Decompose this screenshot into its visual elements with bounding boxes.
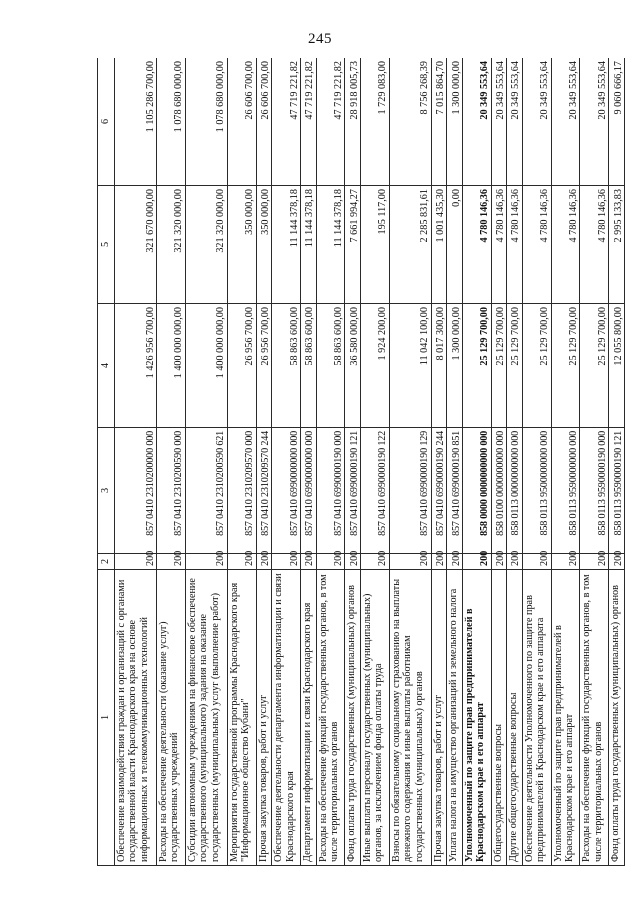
table-row [551,58,580,866]
row-line-code-cell: 200 [447,554,463,570]
row-name-cell: Департамент информатизации и связи Краснодарского края [301,570,317,866]
row-executed-amount-cell: 0,00 [447,186,463,304]
table-row [360,58,389,866]
row-approved-amount-cell: 1 400 000 000,00 [185,304,227,428]
row-line-code-cell: 200 [360,554,389,570]
row-remaining-amount-cell: 20 349 553,64 [580,58,609,186]
row-remaining-amount-cell: 1 300 000,00 [447,58,463,186]
row-executed-amount-cell: 321 320 000,00 [185,186,227,304]
row-remaining-amount-cell: 47 719 221,82 [272,58,301,186]
row-approved-amount-cell: 25 129 700,00 [522,304,551,428]
row-budget-code-cell: 857 0410 2310209570 244 [256,428,272,554]
row-budget-code-cell: 858 0113 9500000000 000 [522,428,551,554]
row-line-code-cell: 200 [609,554,625,570]
row-name-cell: Обеспечение деятельности департамента информатизации и связи Краснодарского края [272,570,301,866]
row-executed-amount-cell: 195 117,00 [360,186,389,304]
row-budget-code-cell: 857 0410 2310200590 000 [157,428,186,554]
row-name-cell: Взносы по обязательному социальному страхованию на выплаты денежного содержания и иные выплаты работникам государственных (муниципальных) органов [389,570,431,866]
row-approved-amount-cell: 25 129 700,00 [462,304,491,428]
table-row [272,58,301,866]
row-line-code-cell: 200 [227,554,256,570]
row-executed-amount-cell: 11 144 378,18 [272,186,301,304]
row-remaining-amount-cell: 1 078 680 000,00 [157,58,186,186]
row-executed-amount-cell: 4 780 146,36 [462,186,491,304]
row-remaining-amount-cell: 20 349 553,64 [491,58,507,186]
row-budget-code-cell: 857 0410 6990000190 129 [389,428,431,554]
row-name-cell: Уполномоченный по защите прав предпринимателей в Краснодарском крае и его аппарат [551,570,580,866]
row-approved-amount-cell: 58 863 600,00 [316,304,345,428]
row-budget-code-cell: 858 0000 0000000000 000 [462,428,491,554]
row-executed-amount-cell: 11 144 378,18 [301,186,317,304]
row-approved-amount-cell: 58 863 600,00 [272,304,301,428]
row-line-code-cell: 200 [301,554,317,570]
row-remaining-amount-cell: 47 719 221,82 [316,58,345,186]
row-approved-amount-cell: 26 956 700,00 [256,304,272,428]
table-row [522,58,551,866]
row-budget-code-cell: 857 0410 6990000190 851 [447,428,463,554]
row-approved-amount-cell: 12 055 800,00 [609,304,625,428]
row-name-cell: Субсидии автономным учреждениям на финансовое обеспечение государственного (муниципального) задания на оказание государственных (муниципальных) услуг (выполнение работ) [185,570,227,866]
row-remaining-amount-cell: 20 349 553,64 [507,58,523,186]
row-remaining-amount-cell: 20 349 553,64 [522,58,551,186]
table-row [301,58,317,866]
row-name-cell: Другие общегосударственные вопросы [507,570,523,866]
row-name-cell: Расходы на обеспечение функций государственных органов, в том числе территориальных органов [580,570,609,866]
row-line-code-cell: 200 [316,554,345,570]
row-executed-amount-cell: 2 285 831,61 [389,186,431,304]
row-budget-code-cell: 858 0113 9590000190 000 [580,428,609,554]
table-row [507,58,523,866]
row-budget-code-cell: 857 0410 6990000190 244 [431,428,447,554]
table-row [227,58,256,866]
row-name-cell: Фонд оплаты труда государственных (муниципальных) органов [345,570,361,866]
row-approved-amount-cell: 25 129 700,00 [491,304,507,428]
table-row [447,58,463,866]
row-line-code-cell: 200 [491,554,507,570]
row-executed-amount-cell: 4 780 146,36 [491,186,507,304]
table-row [115,58,157,866]
column-header-4: 4 [98,304,115,428]
row-name-cell: Иные выплаты персоналу государственных (муниципальных) органов, за исключением фонда оплаты труда [360,570,389,866]
table-header-row [98,58,115,866]
page-number: 245 [308,31,332,47]
row-line-code-cell: 200 [256,554,272,570]
row-remaining-amount-cell: 7 015 864,70 [431,58,447,186]
row-executed-amount-cell: 11 144 378,18 [316,186,345,304]
row-name-cell: Прочая закупка товаров, работ и услуг [256,570,272,866]
row-line-code-cell: 200 [522,554,551,570]
table-row [256,58,272,866]
row-name-cell: Расходы на обеспечение деятельности (оказание услуг) государственных учреждений [157,570,186,866]
row-remaining-amount-cell: 1 078 680 000,00 [185,58,227,186]
column-header-2: 2 [98,554,115,570]
row-executed-amount-cell: 2 995 133,83 [609,186,625,304]
table-row [609,58,625,866]
row-approved-amount-cell: 8 017 300,00 [431,304,447,428]
row-remaining-amount-cell: 8 756 268,39 [389,58,431,186]
row-line-code-cell: 200 [185,554,227,570]
row-approved-amount-cell: 1 300 000,00 [447,304,463,428]
row-line-code-cell: 200 [431,554,447,570]
row-line-code-cell: 200 [462,554,491,570]
row-name-cell: Фонд оплаты труда государственных (муниципальных) органов [609,570,625,866]
row-name-cell: Уплата налога на имущество организаций и земельного налога [447,570,463,866]
row-budget-code-cell: 857 0410 6990000000 000 [272,428,301,554]
table-row [389,58,431,866]
row-approved-amount-cell: 25 129 700,00 [507,304,523,428]
row-remaining-amount-cell: 47 719 221,82 [301,58,317,186]
row-executed-amount-cell: 321 320 000,00 [157,186,186,304]
row-name-cell: Общегосударственные вопросы [491,570,507,866]
table-row [462,58,491,866]
table-row [345,58,361,866]
row-budget-code-cell: 858 0100 0000000000 000 [491,428,507,554]
column-header-1: 1 [98,570,115,866]
row-line-code-cell: 200 [272,554,301,570]
table-row [316,58,345,866]
row-remaining-amount-cell: 1 729 083,00 [360,58,389,186]
row-executed-amount-cell: 350 000,00 [256,186,272,304]
row-name-cell: Обеспечение деятельности Уполномоченного по защите прав предпринимателей в Краснодарском крае и его аппарата [522,570,551,866]
row-approved-amount-cell: 1 426 956 700,00 [115,304,157,428]
row-name-cell: Уполномоченный по защите прав предпринимателей в Краснодарском крае и его аппарат [462,570,491,866]
row-budget-code-cell: 858 0113 9590000000 000 [551,428,580,554]
row-approved-amount-cell: 1 400 000 000,00 [157,304,186,428]
row-executed-amount-cell: 4 780 146,36 [551,186,580,304]
table-row [580,58,609,866]
row-executed-amount-cell: 4 780 146,36 [580,186,609,304]
column-header-3: 3 [98,428,115,554]
row-name-cell: Мероприятия государственной программы Краснодарского края "Информационное общество Кубани" [227,570,256,866]
row-approved-amount-cell: 11 042 100,00 [389,304,431,428]
row-approved-amount-cell: 36 580 000,00 [345,304,361,428]
rotated-table-wrapper [97,58,625,866]
row-budget-code-cell: 858 0113 0000000000 000 [507,428,523,554]
row-approved-amount-cell: 25 129 700,00 [551,304,580,428]
row-executed-amount-cell: 4 780 146,36 [522,186,551,304]
row-budget-code-cell: 857 0410 6990000000 000 [301,428,317,554]
row-remaining-amount-cell: 20 349 553,64 [462,58,491,186]
row-budget-code-cell: 857 0410 2310209570 000 [227,428,256,554]
row-budget-code-cell: 857 0410 6990000190 122 [360,428,389,554]
row-line-code-cell: 200 [580,554,609,570]
row-budget-code-cell: 857 0410 6990000190 121 [345,428,361,554]
row-line-code-cell: 200 [115,554,157,570]
rotated-page-area [97,58,625,866]
table-row [431,58,447,866]
row-name-cell: Обеспечение взаимодействия граждан и организаций с органами государственной власти Краснодарского края на основе информационных и телекоммуникационных технологий [115,570,157,866]
row-approved-amount-cell: 58 863 600,00 [301,304,317,428]
row-approved-amount-cell: 25 129 700,00 [580,304,609,428]
row-executed-amount-cell: 321 670 000,00 [115,186,157,304]
row-executed-amount-cell: 350 000,00 [227,186,256,304]
row-remaining-amount-cell: 26 606 700,00 [227,58,256,186]
column-header-5: 5 [98,186,115,304]
row-approved-amount-cell: 1 924 200,00 [360,304,389,428]
row-executed-amount-cell: 4 780 146,36 [507,186,523,304]
row-approved-amount-cell: 26 956 700,00 [227,304,256,428]
table-row [185,58,227,866]
row-remaining-amount-cell: 1 105 286 700,00 [115,58,157,186]
row-budget-code-cell: 857 0410 2310200590 621 [185,428,227,554]
row-line-code-cell: 200 [345,554,361,570]
row-name-cell: Расходы на обеспечение функций государственных органов, в том числе территориальных органов [316,570,345,866]
row-remaining-amount-cell: 26 606 700,00 [256,58,272,186]
row-line-code-cell: 200 [157,554,186,570]
row-line-code-cell: 200 [551,554,580,570]
budget-execution-table [97,58,625,866]
row-budget-code-cell: 857 0410 6990000190 000 [316,428,345,554]
column-header-6: 6 [98,58,115,186]
row-executed-amount-cell: 7 661 994,27 [345,186,361,304]
row-line-code-cell: 200 [507,554,523,570]
row-line-code-cell: 200 [389,554,431,570]
row-remaining-amount-cell: 9 060 666,17 [609,58,625,186]
row-remaining-amount-cell: 20 349 553,64 [551,58,580,186]
row-executed-amount-cell: 1 001 435,30 [431,186,447,304]
row-budget-code-cell: 858 0113 9590000190 121 [609,428,625,554]
table-row [491,58,507,866]
table-row [157,58,186,866]
row-name-cell: Прочая закупка товаров, работ и услуг [431,570,447,866]
row-budget-code-cell: 857 0410 2310200000 000 [115,428,157,554]
row-remaining-amount-cell: 28 918 005,73 [345,58,361,186]
